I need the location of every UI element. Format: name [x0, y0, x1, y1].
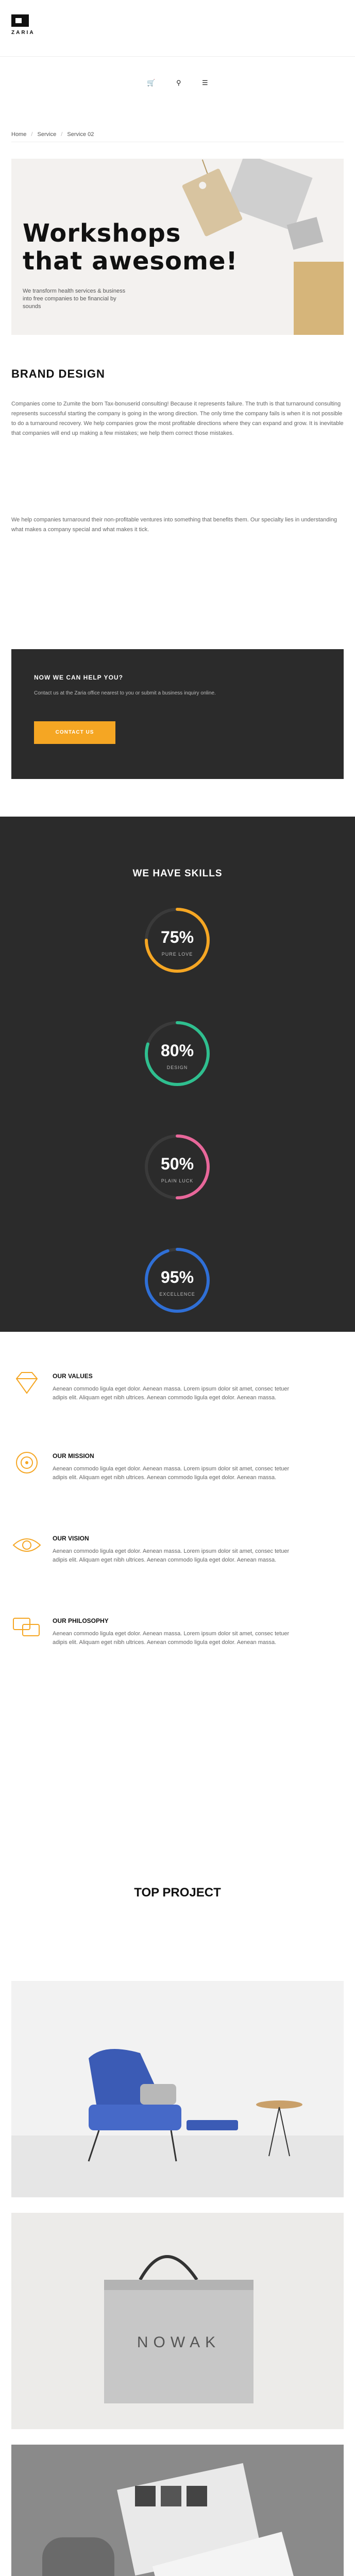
help-callout — [11, 649, 344, 779]
brand-paragraph: Companies come to Zumite the born Tax-bonuserid consulting! Because it represents failure. The truth is that turnaround consulting represents successful starting the company is going in the wrong direction. The only time the company fails is when it is not possible to do a turnaround recovery. We help companies grow the most profitable directions where they can expand and grow. It is inevitable that companies will end up making a few mistakes; we help them correct those mistakes. — [11, 401, 344, 436]
help-title: NOW WE CAN HELP YOU? — [34, 674, 123, 681]
breadcrumb-home[interactable]: Home — [11, 131, 27, 138]
skill-label: PLAIN LUCK — [161, 1178, 194, 1183]
skill-percent: 95% — [160, 1268, 194, 1286]
value-item — [11, 1450, 344, 1528]
chat-icon — [11, 1615, 42, 1641]
cart-icon[interactable]: 🛒 — [147, 79, 156, 87]
value-title: OUR PHILOSOPHY — [53, 1617, 109, 1624]
project-image-chair[interactable] — [11, 1981, 344, 2197]
search-icon[interactable]: ⚲ — [176, 79, 181, 87]
cards-photo — [11, 2445, 344, 2576]
bag-photo — [11, 2213, 344, 2429]
help-text: Contact us at the Zaria office nearest to you or submit a business inquiry online. — [34, 690, 216, 696]
breadcrumb-separator: / — [31, 131, 33, 138]
site-header — [0, 0, 355, 57]
bag-logo-text: NOWAK — [137, 2334, 221, 2351]
skill-ring — [141, 904, 213, 976]
project-image-bag[interactable] — [11, 2213, 344, 2429]
section-title-brand-design: BRAND DESIGN — [11, 367, 105, 380]
hero-subtitle: We transform health services & business into free companies to be financial by sounds — [23, 288, 126, 310]
skill-ring — [141, 1018, 213, 1090]
value-text: Aenean commodo ligula eget dolor. Aenean massa. Lorem ipsum dolor sit amet, consec tetuer adipis elit. Aliquam eget nibh ultrices. Aenean commodo ligula eget dolor. Aenean massa. — [53, 1466, 290, 1481]
skill-ring — [141, 1244, 213, 1316]
value-title: OUR VISION — [53, 1535, 89, 1542]
skill-percent: 80% — [160, 1041, 194, 1060]
project-image-cards[interactable] — [11, 2445, 344, 2576]
skill-label: DESIGN — [166, 1065, 188, 1070]
brand-paragraph: We help companies turnaround their non-profitable ventures into something that benefits them. Our specialty lies in understanding what makes a company special and what makes it tick. — [11, 517, 337, 533]
hero-box-image — [294, 262, 344, 335]
skill-percent: 75% — [160, 928, 194, 946]
value-title: OUR MISSION — [53, 1452, 94, 1460]
skills-title: WE HAVE SKILLS — [132, 868, 223, 879]
eye-icon — [11, 1533, 42, 1558]
target-icon — [11, 1450, 42, 1476]
value-title: OUR VALUES — [53, 1372, 93, 1380]
chair-photo — [11, 1981, 344, 2197]
hero-banner — [11, 159, 344, 335]
skill-percent: 50% — [160, 1155, 194, 1173]
value-text: Aenean commodo ligula eget dolor. Aenean massa. Lorem ipsum dolor sit amet, consec tetuer adipis elit. Aliquam eget nibh ultrices. Aenean commodo ligula eget dolor. Aenean massa. — [53, 1548, 290, 1563]
brand-logo[interactable] — [11, 14, 37, 36]
breadcrumb-current: Service 02 — [67, 131, 94, 138]
diamond-icon — [11, 1370, 42, 1396]
skill-label: EXCELLENCE — [159, 1292, 195, 1297]
header-icons — [0, 78, 355, 88]
value-item — [11, 1370, 344, 1448]
skills-section — [0, 817, 355, 1332]
skill-ring — [141, 1131, 213, 1203]
menu-icon[interactable]: ☰ — [201, 79, 208, 87]
section-title-projects: TOP PROJECT — [134, 1886, 221, 1900]
breadcrumb-service[interactable]: Service — [37, 131, 57, 138]
contact-us-button[interactable]: CONTACT US — [34, 721, 115, 744]
breadcrumb — [11, 131, 97, 138]
value-text: Aenean commodo ligula eget dolor. Aenean massa. Lorem ipsum dolor sit amet, consec tetuer adipis elit. Aliquam eget nibh ultrices. Aenean commodo ligula eget dolor. Aenean massa. — [53, 1631, 290, 1646]
hero-title: Workshops that awesome! — [23, 219, 238, 276]
brand-name: ZARIA — [11, 30, 35, 36]
skill-label: PURE LOVE — [161, 952, 193, 957]
value-text: Aenean commodo ligula eget dolor. Aenean massa. Lorem ipsum dolor sit amet, consec tetuer adipis elit. Aliquam eget nibh ultrices. Aenean commodo ligula eget dolor. Aenean massa. — [53, 1386, 290, 1401]
breadcrumb-separator: / — [61, 131, 63, 138]
value-item — [11, 1533, 344, 1610]
logo-mark-icon — [11, 14, 29, 27]
value-item — [11, 1615, 344, 1692]
